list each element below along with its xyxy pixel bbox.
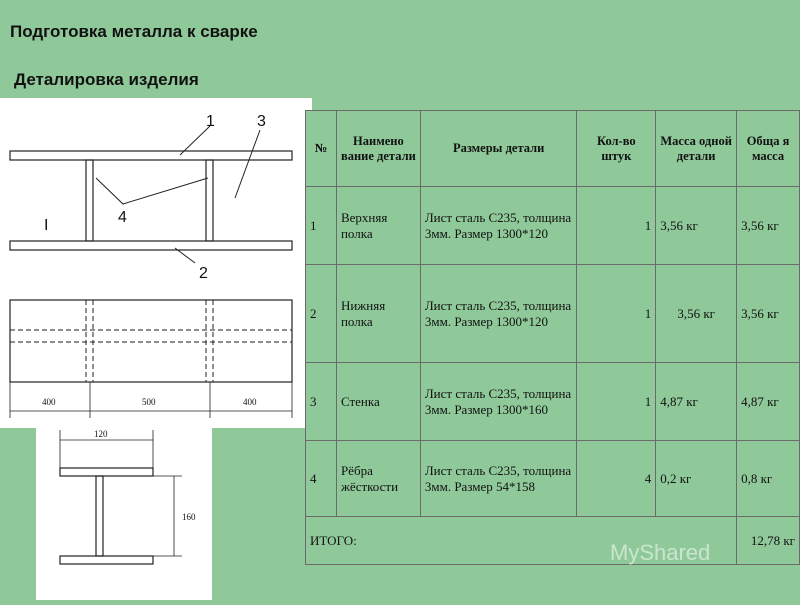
- row-unit-mass: 4,87 кг: [656, 363, 737, 441]
- dim-middle: 500: [142, 397, 156, 407]
- row-qty: 1: [577, 265, 656, 363]
- row-total-mass: 4,87 кг: [737, 363, 800, 441]
- plan-outline: [10, 300, 292, 382]
- row-name: Рёбра жёсткости: [336, 441, 420, 517]
- header-unit-mass: Масса одной детали: [656, 111, 737, 187]
- table-row: [306, 265, 800, 363]
- table-row: [306, 441, 800, 517]
- table-row: [306, 363, 800, 441]
- header-total-mass: Обща я масса: [737, 111, 800, 187]
- row-num: 1: [306, 187, 337, 265]
- label-4: 4: [118, 209, 127, 226]
- row-qty: 1: [577, 187, 656, 265]
- dim-right: 400: [243, 397, 257, 407]
- row-total-mass: 0,8 кг: [737, 441, 800, 517]
- section-top-flange: [60, 468, 153, 476]
- page-subtitle: Деталировка изделия: [14, 70, 199, 89]
- total-value: 12,78 кг: [737, 517, 800, 565]
- section-width-label: 120: [94, 429, 108, 439]
- row-unit-mass: 3,56 кг: [656, 187, 737, 265]
- table-header-row: [306, 111, 800, 187]
- header-name: Наимено вание детали: [336, 111, 420, 187]
- section-bottom-flange: [60, 556, 153, 564]
- row-size: Лист сталь С235, толщина 3мм. Размер 1300*120: [420, 187, 577, 265]
- table-total-row: [306, 517, 800, 565]
- row-unit-mass: 3,56 кг: [656, 265, 737, 363]
- row-name: Верхняя полка: [336, 187, 420, 265]
- beam-section-drawing: [36, 428, 212, 600]
- header-num: №: [306, 111, 337, 187]
- label-I: I: [44, 217, 49, 234]
- row-name: Нижняя полка: [336, 265, 420, 363]
- beam-drawing-svg: [0, 98, 312, 428]
- page-title: Подготовка металла к сварке: [10, 22, 258, 41]
- row-num: 3: [306, 363, 337, 441]
- row-size: Лист сталь С235, толщина 3мм. Размер 54*158: [420, 441, 577, 517]
- row-num: 2: [306, 265, 337, 363]
- label-2: 2: [199, 265, 208, 282]
- row-qty: 4: [577, 441, 656, 517]
- row-size: Лист сталь С235, толщина 3мм. Размер 1300*160: [420, 363, 577, 441]
- row-qty: 1: [577, 363, 656, 441]
- section-web: [96, 476, 103, 556]
- section-height-label: 160: [182, 512, 196, 522]
- row-unit-mass: 0,2 кг: [656, 441, 737, 517]
- leader-3: [235, 130, 260, 198]
- table-row: [306, 187, 800, 265]
- parts-table: [305, 110, 800, 565]
- dim-left: 400: [42, 397, 56, 407]
- bottom-flange: [10, 241, 292, 250]
- row-total-mass: 3,56 кг: [737, 265, 800, 363]
- beam-drawing: [0, 98, 312, 428]
- total-label: ИТОГО:: [306, 517, 737, 565]
- beam-section-svg: [36, 428, 212, 600]
- stiffener-right: [206, 160, 213, 241]
- stiffener-left: [86, 160, 93, 241]
- row-num: 4: [306, 441, 337, 517]
- row-size: Лист сталь С235, толщина 3мм. Размер 1300*120: [420, 265, 577, 363]
- label-1: 1: [206, 113, 215, 130]
- row-name: Стенка: [336, 363, 420, 441]
- watermark: MyShared: [610, 540, 711, 565]
- header-qty: Кол-во штук: [577, 111, 656, 187]
- leader-4: [96, 178, 208, 204]
- label-3: 3: [257, 113, 266, 130]
- row-total-mass: 3,56 кг: [737, 187, 800, 265]
- header-size: Размеры детали: [420, 111, 577, 187]
